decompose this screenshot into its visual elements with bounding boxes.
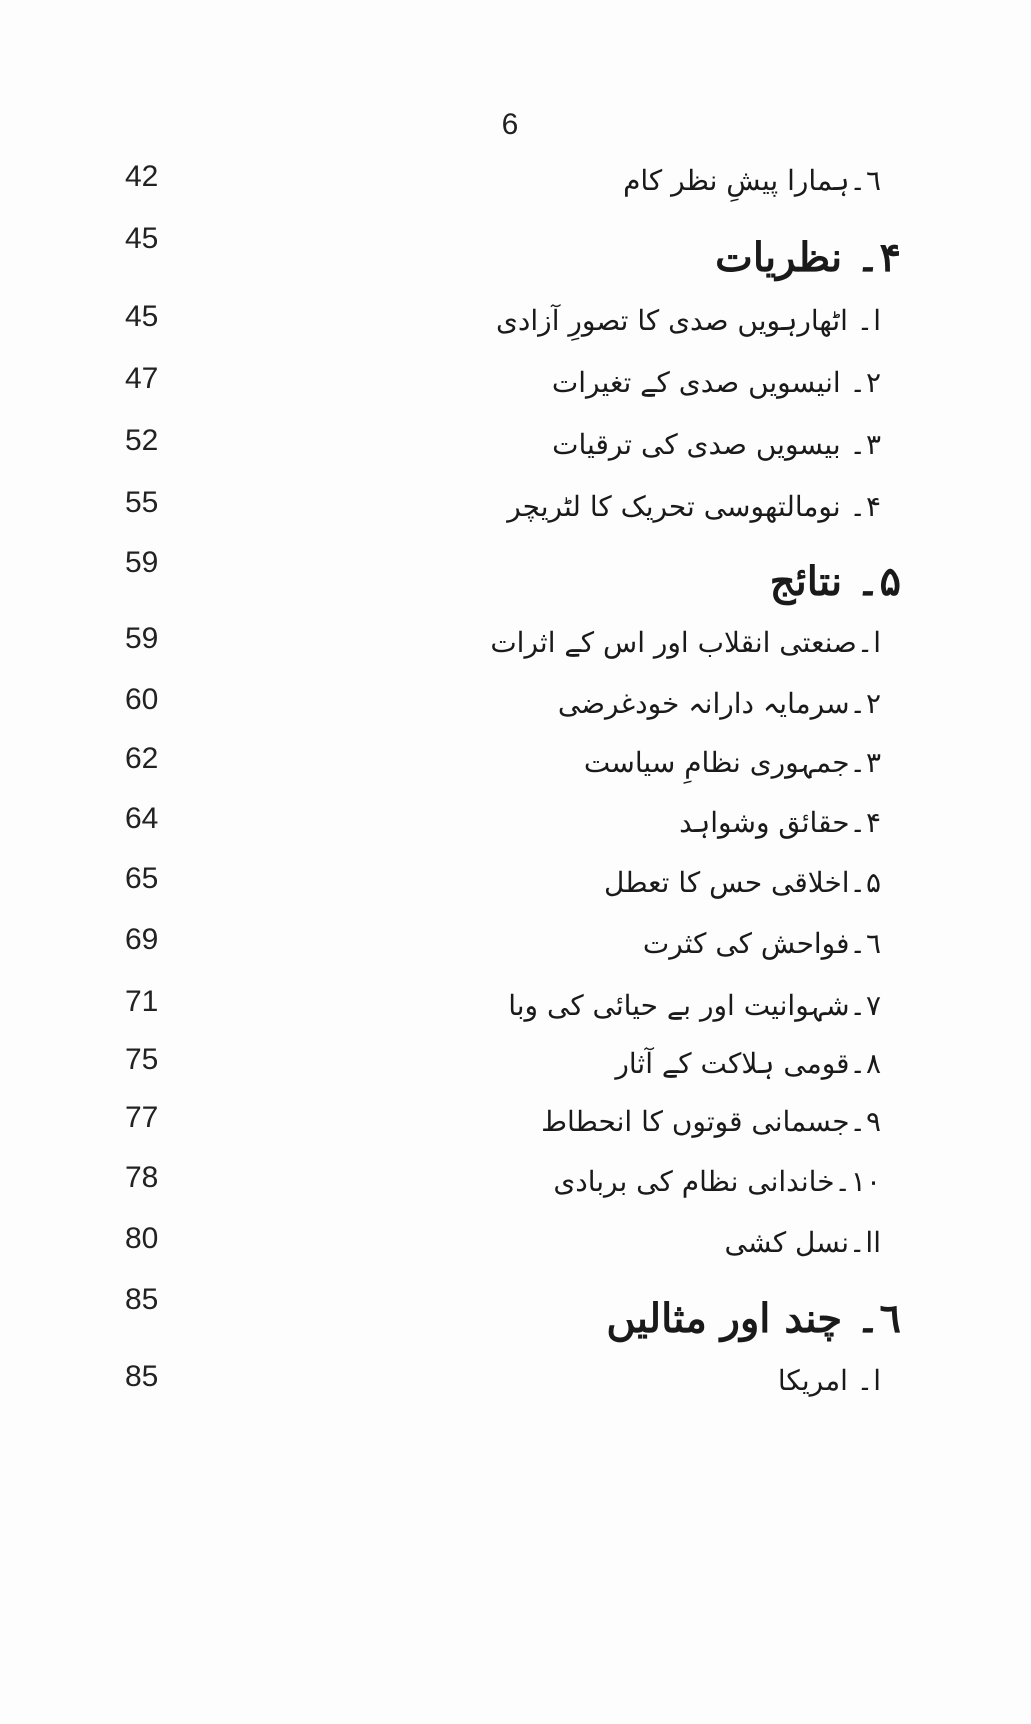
toc-title: ٦۔فواحش کی کثرت [642,927,881,960]
toc-title: ۴۔ نومالتھوسی تحریک کا لٹریچر [507,490,881,523]
toc-page-number: 52 [125,424,159,457]
toc-entry [0,923,1031,993]
toc-page-number: 65 [125,862,159,895]
toc-section-heading [0,1283,1031,1353]
toc-page-number: 47 [125,362,159,395]
toc-title: ۴۔حقائق وشواہد [679,806,881,839]
toc-title: ۲۔سرمایہ دارانہ خودغرضی [557,687,881,720]
toc-page-number: 59 [125,622,159,655]
toc-page-number: 85 [125,1360,159,1393]
toc-title: ۵۔اخلاقی حس کا تعطل [603,866,881,899]
toc-page-number: 42 [125,160,159,193]
toc-title: ا۔ اٹھارہویں صدی کا تصورِ آزادی [496,304,881,337]
toc-title: اا۔نسل کشی [724,1226,881,1259]
toc-title: ۲۔ انیسویں صدی کے تغیرات [551,366,881,399]
toc-page-number: 64 [125,802,159,835]
toc-page-number: 62 [125,742,159,775]
toc-page-number: 71 [125,985,159,1018]
toc-entry [0,622,1031,692]
toc-title: ٦۔ چند اور مثالیں [606,1295,901,1342]
toc-title: ۴۔ نظریات [715,234,901,281]
toc-title: ا۔صنعتی انقلاب اور اس کے اثرات [490,626,881,659]
toc-section-heading [0,546,1031,616]
toc-page-number: 45 [125,222,159,255]
toc-title: ٦۔ہمارا پیشِ نظر کام [623,164,881,197]
toc-section-heading [0,222,1031,292]
toc-page-number: 85 [125,1283,159,1316]
toc-entry [0,1360,1031,1430]
toc-title: ۱۰۔خاندانی نظام کی بربادی [553,1165,881,1198]
toc-entry [0,1161,1031,1231]
toc-title: ا۔ امریکا [777,1364,881,1397]
toc-page-number: 80 [125,1222,159,1255]
toc-entry [0,1222,1031,1292]
toc-title: ۷۔شہوانیت اور بے حیائی کی وبا [508,989,881,1022]
toc-entry [0,160,1031,230]
toc-title: ۳۔جمہوری نظامِ سیاست [583,746,881,779]
toc-title: ۸۔قومی ہلاکت کے آثار [615,1047,881,1080]
toc-page-number: 75 [125,1043,159,1076]
toc-entry [0,862,1031,932]
toc-page-number: 78 [125,1161,159,1194]
toc-page-number: 55 [125,486,159,519]
toc-entry [0,300,1031,370]
toc-title: ۹۔جسمانی قوتوں کا انحطاط [541,1105,881,1138]
toc-page-number: 59 [125,546,159,579]
toc-page-number: 69 [125,923,159,956]
toc-title: ۳۔ بیسویں صدی کی ترقیات [552,428,881,461]
toc-entry [0,362,1031,432]
toc-title: ۵۔ نتائج [769,558,901,605]
page-number: 6 [501,108,519,141]
toc-entry [0,424,1031,494]
toc-page-number: 45 [125,300,159,333]
toc-page-number: 77 [125,1101,159,1134]
toc-page-number: 60 [125,683,159,716]
